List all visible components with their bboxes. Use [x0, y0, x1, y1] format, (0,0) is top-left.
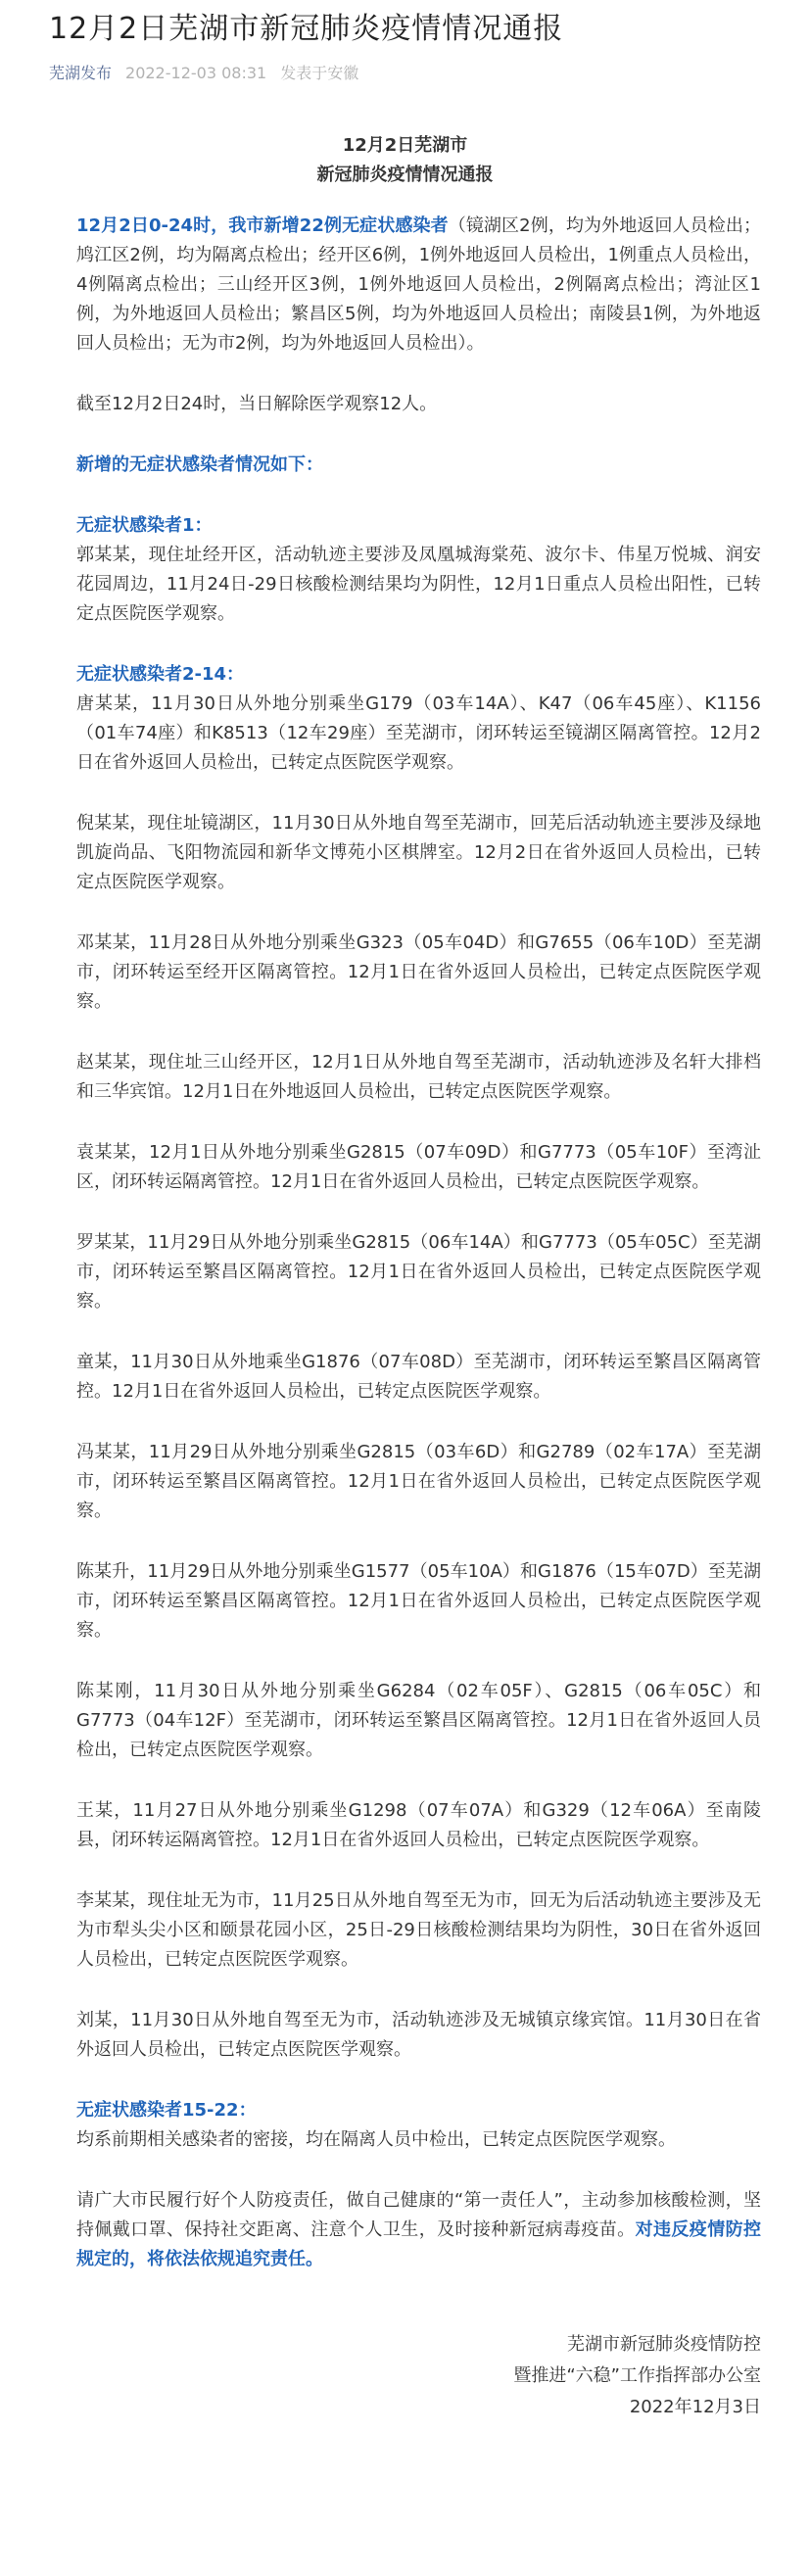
signature-line1: 芜湖市新冠肺炎疫情防控	[567, 2334, 761, 2355]
article-meta	[49, 63, 761, 84]
case-item: 王某，11月27日从外地分别乘坐G1298（07车07A）和G329（12车06A）至南陵县，闭环转运隔离管控。12月1日在省外返回人员检出，已转定点医院医学观察。	[76, 1800, 761, 1850]
appeal-text: 请广大市民履行好个人防疫责任，做自己健康的“第一责任人”，主动参加核酸检测，坚持佩戴口罩、保持社交距离、注意个人卫生，及时接种新冠病毒疫苗。	[76, 2190, 761, 2240]
case1-title: 无症状感染者1：	[76, 515, 213, 536]
signature	[49, 2329, 761, 2423]
notice-heading-line1: 12月2日芜湖市	[342, 135, 468, 156]
cases2-14-title: 无症状感染者2-14：	[76, 664, 245, 685]
case-item: 陈某升，11月29日从外地分别乘坐G1577（05车10A）和G1876（15车07D）至芜湖市，闭环转运至繁昌区隔离管控。12月1日在省外返回人员检出，已转定点医院医学观察。	[76, 1561, 761, 1641]
case-item: 赵某某，现住址三山经开区，12月1日从外地自驾至芜湖市，活动轨迹涉及名轩大排档和三华宾馆。12月1日在外地返回人员检出，已转定点医院医学观察。	[76, 1052, 761, 1102]
appeal-warning: 对违反疫情防控规定的，将依法依规追究责任。	[76, 2219, 762, 2269]
case1-text: 郭某某，现住址经开区，活动轨迹主要涉及凤凰城海棠苑、波尔卡、伟星万悦城、润安花园周边，11月24日-29日核酸检测结果均为阴性，12月1日重点人员检出阳性，已转定点医院医学观察。	[76, 545, 761, 624]
notice-heading	[49, 131, 761, 190]
case-item: 罗某某，11月29日从外地分别乘坐G2815（06车14A）和G7773（05车05C）至芜湖市，闭环转运至繁昌区隔离管控。12月1日在省外返回人员检出，已转定点医院医学观察。	[76, 1232, 761, 1312]
cases15-22-title: 无症状感染者15-22：	[76, 2100, 257, 2121]
publish-location: 发表于安徽	[280, 64, 359, 82]
account-link[interactable]: 芜湖发布	[49, 64, 113, 82]
case-item: 袁某某，12月1日从外地分别乘坐G2815（07车09D）和G7773（05车10F）至湾沚区，闭环转运隔离管控。12月1日在省外返回人员检出，已转定点医院医学观察。	[76, 1142, 761, 1192]
case-item: 刘某，11月30日从外地自驾至无为市，活动轨迹涉及无城镇京缘宾馆。11月30日在省外返回人员检出，已转定点医院医学观察。	[76, 2010, 761, 2060]
released-paragraph: 截至12月2日24时，当日解除医学观察12人。	[76, 394, 438, 414]
case-item: 邓某某，11月28日从外地分别乘坐G323（05车04D）和G7655（06车10D）至芜湖市，闭环转运至经开区隔离管控。12月1日在省外返回人员检出，已转定点医院医学观察。	[76, 932, 761, 1012]
article-title: 12月2日芜湖市新冠肺炎疫情情况通报	[49, 12, 564, 46]
summary-lead: 12月2日0-24时，我市新增22例无症状感染者	[76, 215, 449, 236]
article	[0, 10, 810, 2423]
signature-date: 2022年12月3日	[629, 2397, 761, 2417]
case-item: 李某某，现住址无为市，11月25日从外地自驾至无为市，回无为后活动轨迹主要涉及无为市犁头尖小区和颐景花园小区，25日-29日核酸检测结果均为阴性，30日在省外返回人员检出，已转定点医院医学观察。	[76, 1890, 761, 1970]
publish-time: 2022-12-03 08:31	[125, 64, 267, 82]
case-item: 唐某某，11月30日从外地分别乘坐G179（03车14A）、K47（06车45座）、K1156（01车74座）和K8513（12车29座）至芜湖市，闭环转运至镜湖区隔离管控。12月2日在省外返回人员检出，已转定点医院医学观察。	[76, 693, 761, 773]
case-item: 冯某某，11月29日从外地分别乘坐G2815（03车6D）和G2789（02车17A）至芜湖市，闭环转运至繁昌区隔离管控。12月1日在省外返回人员检出，已转定点医院医学观察。	[76, 1442, 761, 1521]
summary-paragraph	[49, 212, 761, 358]
appeal-paragraph	[49, 2186, 761, 2274]
case-item: 陈某刚，11月30日从外地分别乘坐G6284（02车05F）、G2815（06车05C）和G7773（04车12F）至芜湖市，闭环转运至繁昌区隔离管控。12月1日在省外返回人员检出，已转定点医院医学观察。	[76, 1681, 761, 1760]
case-item: 倪某某，现住址镜湖区，11月30日从外地自驾至芜湖市，回芜后活动轨迹主要涉及绿地凯旋尚品、飞阳物流园和新华文博苑小区棋牌室。12月2日在省外返回人员检出，已转定点医院医学观察。	[76, 813, 761, 892]
signature-line2: 暨推进“六稳”工作指挥部办公室	[513, 2365, 761, 2386]
notice-heading-line2: 新冠肺炎疫情情况通报	[316, 165, 494, 185]
cases15-22-text: 均系前期相关感染者的密接，均在隔离人员中检出，已转定点医院医学观察。	[76, 2129, 676, 2150]
new-cases-title: 新增的无症状感染者情况如下：	[76, 454, 323, 475]
summary-rest: （镜湖区2例，均为外地返回人员检出；鸠江区2例，均为隔离点检出；经开区6例，1例外地返回人员检出，1例重点人员检出，4例隔离点检出；三山经开区3例，1例外地返回人员检出，2例隔离点检出；湾沚区1例，为外地返回人员检出；繁昌区5例，均为外地返回人员检出；南陵县1例，为外地返回人员检出；无为市2例，均为外地返回人员检出）。	[76, 215, 761, 354]
case-item: 童某，11月30日从外地乘坐G1876（07车08D）至芜湖市，闭环转运至繁昌区隔离管控。12月1日在省外返回人员检出，已转定点医院医学观察。	[76, 1352, 761, 1402]
